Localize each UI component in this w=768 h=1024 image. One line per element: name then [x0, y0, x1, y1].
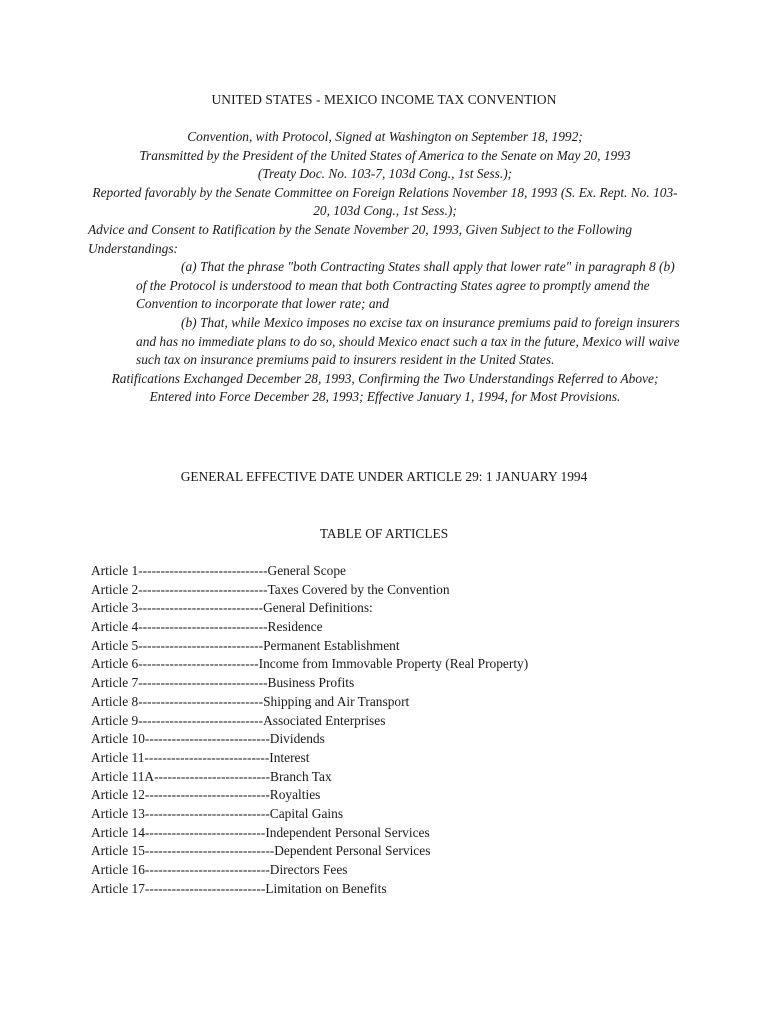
- toc-entry: Article 17---------------------------Limitation on Benefits: [91, 880, 387, 896]
- toc-entry: Article 13----------------------------Capital Gains: [91, 805, 344, 821]
- toc-entry: Article 2-----------------------------Taxes Covered by the Convention: [91, 581, 450, 597]
- advice-consent-paragraph: Advice and Consent to Ratification by the Senate November 20, 1993, Given Subject to the Following Understandings:: [88, 221, 633, 256]
- document-title: UNITED STATES - MEXICO INCOME TAX CONVENTION: [211, 92, 557, 107]
- toc-entry: Article 11A--------------------------Branch Tax: [91, 768, 332, 784]
- table-of-articles-heading: TABLE OF ARTICLES: [319, 526, 449, 541]
- toc-entry: Article 8----------------------------Shipping and Air Transport: [91, 693, 410, 709]
- toc-entry: Article 5----------------------------Permanent Establishment: [91, 637, 400, 653]
- table-of-articles: [91, 562, 528, 898]
- entered-into-force-line: Entered into Force December 28, 1993; Effective January 1, 1994, for Most Provisions.: [149, 389, 621, 405]
- ratifications-paragraph: Ratifications Exchanged December 28, 1993, Confirming the Two Understandings Referred to Above;: [111, 370, 659, 386]
- understanding-b: (b) That, while Mexico imposes no excise tax on insurance premiums paid to foreign insurers and has no immediate plans to do so, should Mexico enact such a tax in the future, Mexico will waive such tax on insurance premiums paid to insurers resident in the United States.: [136, 314, 680, 368]
- toc-entry: Article 10----------------------------Dividends: [91, 731, 325, 747]
- convention-history: [88, 128, 682, 407]
- general-effective-date: GENERAL EFFECTIVE DATE UNDER ARTICLE 29: 1 JANUARY 1994: [180, 469, 588, 484]
- toc-entry: Article 4-----------------------------Residence: [91, 619, 323, 635]
- treaty-doc-line: (Treaty Doc. No. 103-7, 103d Cong., 1st Sess.);: [257, 166, 513, 182]
- toc-entry: Article 15-----------------------------Dependent Personal Services: [91, 843, 431, 859]
- toc-entry: Article 9----------------------------Associated Enterprises: [91, 712, 386, 728]
- reported-paragraph: Reported favorably by the Senate Committee on Foreign Relations November 18, 1993 (S. Ex. Rept. No. 103-20, 103d Cong., 1st Sess.);: [92, 184, 678, 219]
- toc-entry: Article 6---------------------------Income from Immovable Property (Real Property): [91, 656, 529, 672]
- toc-entry: Article 3----------------------------General Definitions:: [91, 600, 373, 616]
- toc-entry: Article 12----------------------------Royalties: [91, 787, 321, 803]
- toc-entry: Article 11----------------------------Interest: [91, 749, 310, 765]
- understanding-a: (a) That the phrase "both Contracting States shall apply that lower rate" in paragraph 8 (b) of the Protocol is understood to mean that both Contracting States agree to promptly amend the Convention to incorporate that lower rate; and: [136, 259, 675, 312]
- toc-entry: Article 14---------------------------Independent Personal Services: [91, 824, 430, 840]
- transmitted-line: Transmitted by the President of the United States of America to the Senate on May 20, 1993: [139, 147, 631, 163]
- signed-line: Convention, with Protocol, Signed at Washington on September 18, 1992;: [187, 129, 583, 144]
- toc-entry: Article 1-----------------------------General Scope: [91, 563, 346, 578]
- toc-entry: Article 16----------------------------Directors Fees: [91, 862, 348, 877]
- toc-entry: Article 7-----------------------------Business Profits: [91, 675, 355, 691]
